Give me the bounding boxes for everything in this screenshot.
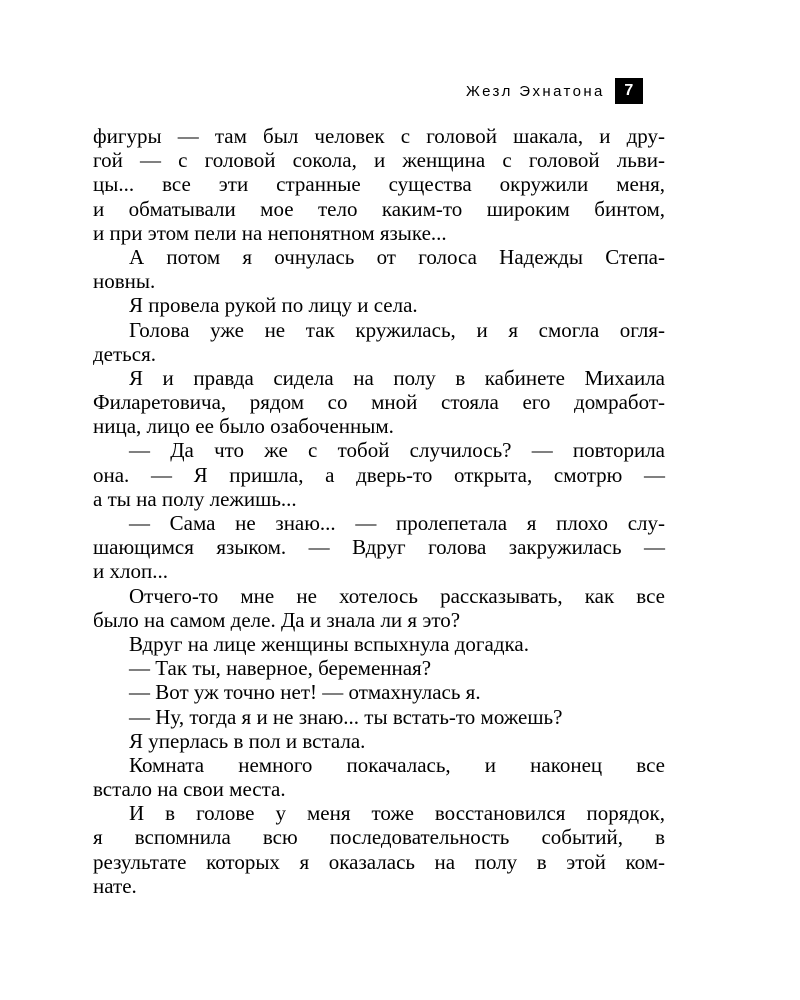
- text-line: — Вот уж точно нет! — отмахнулась я.: [129, 680, 481, 705]
- text-line: — Так ты, наверное, беременная?: [129, 656, 432, 681]
- text-line: и хлоп...: [93, 559, 168, 584]
- text-line: цы... все эти странные существа окружили меня,: [93, 172, 665, 197]
- text-line: было на самом деле. Да и знала ли я это?: [93, 607, 461, 632]
- text-line: деться.: [93, 341, 156, 366]
- text-line: она. — Я пришла, а дверь-то открыта, смотрю —: [93, 462, 665, 487]
- text-line: Филаретовича, рядом со мной стояла его домработ-: [93, 390, 665, 415]
- text-line: а ты на полу лежишь...: [93, 486, 297, 511]
- text-line: встало на свои места.: [93, 777, 286, 802]
- text-line: результате которых я оказалась на полу в этой ком-: [93, 849, 665, 874]
- text-line: Комната немного покачалась, и наконец все: [129, 752, 665, 777]
- text-line: — Сама не знаю... — пролепетала я плохо слу-: [129, 511, 665, 535]
- text-line: новны.: [93, 269, 156, 294]
- text-line: Отчего-то мне не хотелось рассказывать, как все: [129, 583, 665, 608]
- text-line: Я уперлась в пол и встала.: [129, 728, 366, 753]
- book-title: Жезл Эхнатона: [466, 82, 605, 100]
- text-line: — Ну, тогда я и не знаю... ты встать-то можешь?: [129, 704, 563, 729]
- text-line: шающимся языком. — Вдруг голова закружилась —: [93, 535, 665, 560]
- text-line: Голова уже не так кружилась, и я смогла огля-: [129, 317, 665, 342]
- text-line: Я провела рукой по лицу и села.: [129, 293, 418, 318]
- text-line: Я и правда сидела на полу в кабинете Михаила: [129, 365, 665, 390]
- text-line: ница, лицо ее было озабоченным.: [93, 414, 394, 439]
- text-line: И в голове у меня тоже восстановился порядок,: [129, 801, 665, 826]
- text-line: и обматывали мое тело каким-то широким бинтом,: [93, 196, 665, 221]
- text-line: нате.: [93, 873, 137, 898]
- body-text: [93, 124, 665, 898]
- text-line: А потом я очнулась от голоса Надежды Степа-: [129, 244, 665, 269]
- running-head: [466, 78, 643, 104]
- text-line: гой — с головой сокола, и женщина с головой льви-: [93, 148, 665, 173]
- text-line: я вспомнила всю последовательность событий, в: [93, 825, 665, 850]
- text-line: фигуры — там был человек с головой шакала, и дру-: [93, 124, 665, 148]
- text-line: — Да что же с тобой случилось? — повторила: [129, 438, 665, 463]
- page-number: 7: [615, 78, 643, 104]
- text-line: Вдруг на лице женщины вспыхнула догадка.: [129, 631, 529, 656]
- text-line: и при этом пели на непонятном языке...: [93, 220, 447, 245]
